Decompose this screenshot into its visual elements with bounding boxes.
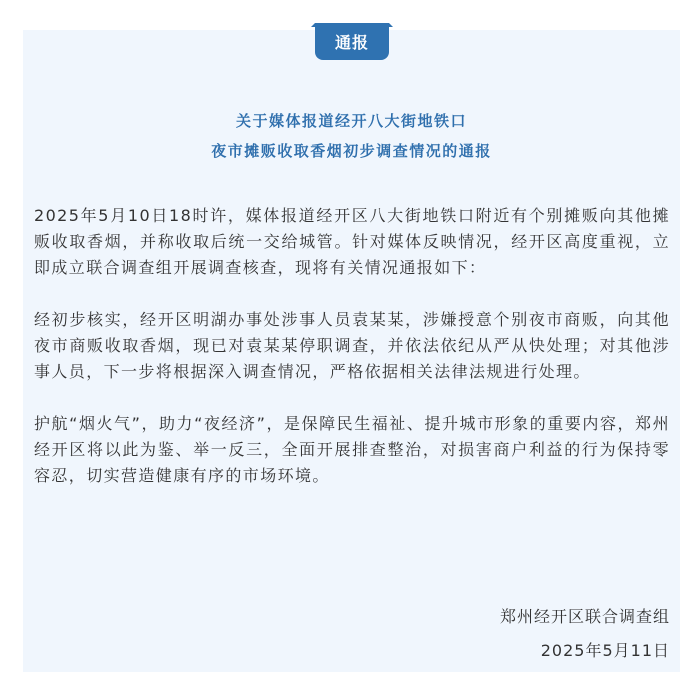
title-line-1: 关于媒体报道经开八大街地铁口 (235, 112, 467, 130)
notice-title (23, 106, 680, 166)
paragraph: 经初步核实，经开区明湖办事处涉事人员袁某某，涉嫌授意个别夜市商贩，向其他夜市商贩收取香烟，现已对袁某某停职调查，并依法依纪从严从快处理；对其他涉事人员，下一步将根据深入调查情况，严格依据相关法律法规进行处理。 (34, 310, 670, 381)
paragraph: 2025年5月10日18时许，媒体报道经开区八大街地铁口附近有个别摊贩向其他摊贩收取香烟，并称收取后统一交给城管。针对媒体反映情况，经开区高度重视，立即成立联合调查组开展调查核查，现将有关情况通报如下： (34, 206, 670, 277)
title-line-2: 夜市摊贩收取香烟初步调查情况的通报 (211, 142, 492, 160)
badge-label: 通报 (334, 33, 369, 52)
notice-body (34, 203, 670, 515)
signature-date: 2025年5月11日 (540, 641, 670, 660)
notice-badge (315, 23, 389, 60)
signature-org: 郑州经开区联合调查组 (499, 607, 670, 626)
signature (500, 600, 670, 668)
paragraph: 护航“烟火气”，助力“夜经济”，是保障民生福祉、提升城市形象的重要内容，郑州经开区将以此为鉴、举一反三，全面开展排查整治，对损害商户利益的行为保持零容忍，切实营造健康有序的市场环境。 (34, 414, 670, 485)
